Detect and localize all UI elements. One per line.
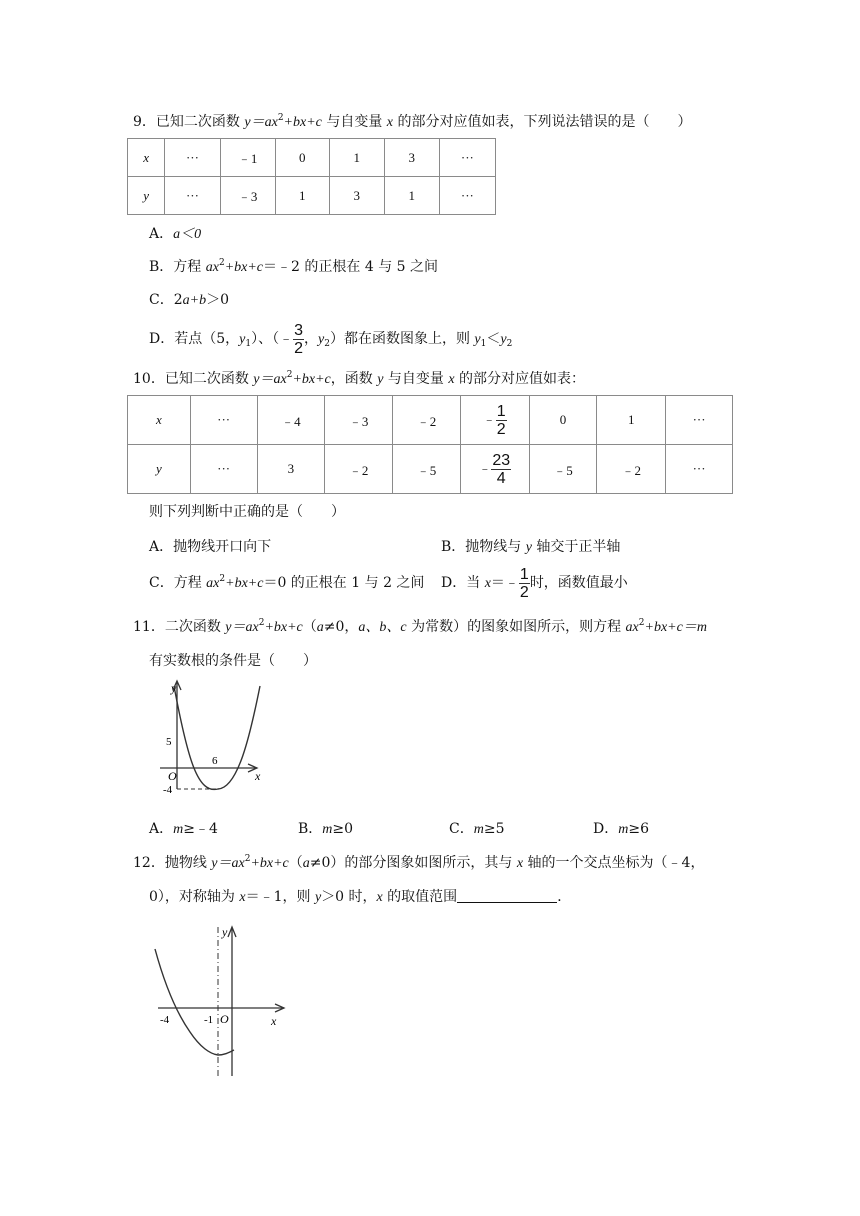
option-text: ）、（﹣: [251, 331, 294, 347]
tick-label: 6: [212, 755, 218, 767]
q11-parabola-graph: [160, 676, 270, 796]
q10-cell: 3: [257, 445, 325, 494]
option-text: ，: [304, 331, 318, 347]
q10-cell: 0: [529, 396, 597, 445]
q10-cell: ···: [190, 445, 257, 494]
q9-option-c[interactable]: [149, 290, 229, 311]
option-text: ＜: [486, 331, 501, 347]
q9-option-d[interactable]: [149, 320, 512, 359]
x-axis-label: x: [271, 1014, 277, 1028]
q9-cell: x: [128, 139, 165, 177]
q9-value-table: [127, 138, 496, 215]
function: y＝ax: [225, 620, 259, 635]
q9-function: y＝ax: [244, 115, 278, 130]
function: y＝ax: [253, 372, 287, 387]
stem-text: 二次函数: [164, 619, 226, 635]
q10-cell: ﹣2: [393, 396, 461, 445]
origin-label: O: [220, 1012, 229, 1026]
fraction-denominator: 2: [496, 420, 506, 438]
var: y: [318, 332, 325, 347]
option-label: C．2: [149, 292, 183, 308]
q10-cell: ﹣2: [597, 445, 666, 494]
function: +bx+c: [292, 372, 331, 387]
q10-option-a[interactable]: A．抛物线开口向下: [149, 539, 272, 555]
q9-option-b[interactable]: [149, 257, 438, 278]
q10-cell: ···: [190, 396, 257, 445]
var: x: [448, 372, 455, 387]
answer-blank[interactable]: [457, 888, 557, 903]
q9-stem: [133, 112, 691, 133]
q10-cell-fraction: [460, 445, 529, 494]
q9-table-row-y: [128, 177, 496, 215]
option-text: a＜0: [173, 227, 202, 242]
q9-option-a[interactable]: [149, 224, 201, 245]
q9-cell: 0: [275, 139, 329, 177]
stem-text: （: [288, 855, 303, 871]
var: m: [618, 822, 629, 837]
q10-cell: ﹣4: [257, 396, 325, 445]
fraction-numerator: 1: [519, 565, 529, 583]
parabola-curve: [155, 949, 234, 1055]
option-label: C．: [449, 821, 474, 837]
stem-text: 为常数）的图象如图所示，则方程: [406, 619, 626, 635]
function: +bx+c: [264, 620, 303, 635]
stem-text: ＞0 时，: [321, 889, 377, 905]
stem-text: （: [302, 619, 317, 635]
q9-cell: 1: [384, 177, 439, 215]
q11-option-a[interactable]: [149, 819, 218, 840]
option-text: 时，函数值最小: [529, 575, 628, 591]
option-label: A．: [149, 821, 174, 837]
exponent: 2: [286, 370, 293, 380]
q9-cell: 3: [329, 177, 384, 215]
q11-option-b[interactable]: [298, 819, 353, 840]
var: a: [302, 856, 310, 871]
q9-exponent: 2: [277, 113, 284, 123]
subscript: 1: [245, 339, 252, 349]
function: y＝ax: [211, 856, 245, 871]
option-text: B．抛物线与: [441, 539, 526, 555]
var: m: [173, 822, 184, 837]
var: x: [516, 856, 524, 871]
q11-option-d[interactable]: [593, 819, 649, 840]
option-label: B．: [298, 821, 323, 837]
fraction: [293, 322, 304, 357]
q10-cell: x: [128, 396, 191, 445]
stem-text: 的部分对应值如表：: [454, 371, 586, 387]
formula: ax: [206, 576, 220, 591]
q9-cell: ···: [439, 177, 495, 215]
origin-label: O: [168, 769, 177, 783]
q10-value-table: [127, 395, 733, 494]
q9-function-rest: +bx+c: [283, 115, 322, 130]
y-intercept-label: 5: [166, 736, 172, 748]
q12-stem: [133, 853, 704, 874]
fraction-numerator: 1: [496, 402, 506, 420]
q10-cell: ﹣5: [393, 445, 461, 494]
q10-cell: ﹣3: [325, 396, 393, 445]
exponent: 2: [638, 618, 645, 628]
q9-stem-text: 已知二次函数: [155, 114, 245, 130]
stem-text: ≠0，: [323, 619, 359, 635]
q9-cell: ﹣3: [220, 177, 275, 215]
option-label: D．若点（5，: [149, 331, 240, 347]
fraction-sign: ﹣: [482, 410, 496, 426]
fraction-sign: ﹣: [478, 459, 492, 475]
option-text: 轴交于正半轴: [531, 539, 621, 555]
exponent: 2: [258, 618, 265, 628]
q10-question: 则下列判断中正确的是（ ）: [149, 504, 345, 520]
exponent: 2: [219, 574, 226, 584]
stem-text: 0），对称轴为: [149, 889, 240, 905]
var: x: [484, 576, 491, 591]
subscript: 1: [480, 339, 487, 349]
var: y: [377, 372, 384, 387]
q10-stem: [133, 369, 585, 390]
option-text: ≥0: [332, 821, 354, 837]
q9-cell: ﹣1: [220, 139, 275, 177]
stem-text: 与自变量: [383, 371, 449, 387]
q9-cell: 3: [384, 139, 439, 177]
var: a、b、c: [358, 620, 407, 635]
q9-cell: y: [128, 177, 165, 215]
option-formula: +bx+c: [224, 260, 264, 275]
var: a: [316, 620, 324, 635]
fraction-denominator: 2: [519, 583, 529, 601]
q9-stem-text-2: 与自变量: [321, 114, 387, 130]
option-text: C．方程: [149, 575, 207, 591]
root-label: -4: [160, 1014, 170, 1026]
fraction-numerator: 3: [294, 321, 303, 339]
q10-option-c[interactable]: [149, 573, 424, 594]
option-label: D．: [593, 821, 619, 837]
option-label: B．方程: [149, 259, 206, 275]
q9-cell: ···: [165, 139, 220, 177]
option-text: ＝﹣2 的正根在 4 与 5 之间: [263, 259, 439, 275]
q9-number: 9．: [133, 114, 156, 130]
fraction: [519, 566, 530, 601]
q9-cell: 1: [329, 139, 384, 177]
q11-stem: [133, 617, 707, 638]
option-label: A．: [149, 226, 174, 242]
q9-stem-text-3: 的部分对应值如表，下列说法错误的是（ ）: [393, 114, 692, 130]
fraction-numerator: 23: [492, 451, 511, 469]
q10-option-b[interactable]: [441, 537, 620, 558]
fraction: [491, 452, 511, 487]
var: y: [500, 332, 507, 347]
symmetry-label: -1: [204, 1014, 214, 1026]
formula: +bx+c: [225, 576, 264, 591]
stem-text: ．: [557, 889, 572, 905]
stem-text: 的取值范围: [382, 889, 458, 905]
option-text: ＞0: [206, 292, 229, 308]
q9-cell: 1: [275, 177, 329, 215]
var: x: [239, 890, 246, 905]
q10-cell: ···: [666, 396, 733, 445]
var: y: [314, 890, 322, 905]
var: m: [473, 822, 484, 837]
option-text: ≥5: [483, 821, 505, 837]
q10-cell-fraction: [460, 396, 529, 445]
option-text: ＝﹣: [490, 575, 519, 591]
var: x: [376, 890, 383, 905]
var: y: [474, 332, 481, 347]
q9-table-row-x: [128, 139, 496, 177]
fraction: [496, 403, 507, 438]
option-text: ≥6: [628, 821, 649, 837]
option-text: ≥﹣4: [183, 821, 218, 837]
fraction-denominator: 2: [294, 339, 303, 357]
q10-table-row-x: [128, 396, 733, 445]
stem-text: ，函数: [330, 371, 378, 387]
option-text: ）都在函数图象上，则: [329, 331, 475, 347]
parabola-curve: [174, 686, 260, 789]
q9-cell: ···: [439, 139, 495, 177]
formula: ax: [625, 620, 639, 635]
q12-number: 12．: [133, 855, 165, 871]
q10-cell: ﹣2: [325, 445, 393, 494]
var: y: [239, 332, 246, 347]
var: m: [322, 822, 333, 837]
fraction-denominator: 4: [496, 469, 506, 487]
formula: +bx+c＝m: [644, 620, 707, 635]
stem-text: 轴的一个交点坐标为（﹣4，: [523, 855, 705, 871]
var: y: [525, 540, 532, 555]
stem-text: 抛物线: [164, 855, 212, 871]
min-value-label: -4: [163, 784, 173, 796]
stem-text: ＝﹣1，则: [245, 889, 315, 905]
q11-number: 11．: [133, 619, 165, 635]
option-text: ＝0 的正根在 1 与 2 之间: [263, 575, 425, 591]
q10-cell: ﹣5: [529, 445, 597, 494]
x-axis-label: x: [255, 769, 261, 783]
exponent: 2: [244, 854, 251, 864]
subscript: 2: [324, 339, 330, 349]
q10-option-d[interactable]: [441, 563, 628, 604]
option-formula: a+b: [182, 293, 207, 308]
subscript: 2: [506, 339, 513, 349]
exponent: 2: [218, 258, 225, 268]
q11-option-c[interactable]: [449, 819, 504, 840]
function: +bx+c: [250, 856, 289, 871]
q11-stem-line2: 有实数根的条件是（ ）: [149, 653, 317, 669]
option-text: D．当: [441, 575, 485, 591]
y-axis-label: y: [171, 681, 177, 695]
stem-text: ≠0）的部分图象如图所示，其与: [309, 855, 517, 871]
q12-parabola-graph: [150, 922, 290, 1082]
q10-table-row-y: [128, 445, 733, 494]
option-formula: ax: [205, 260, 219, 275]
q9-cell: ···: [165, 177, 220, 215]
q10-cell: 1: [597, 396, 666, 445]
q12-stem-line2: [149, 887, 571, 908]
y-axis-label: y: [222, 925, 228, 939]
q10-cell: y: [128, 445, 191, 494]
q10-number: 10．: [133, 371, 165, 387]
q9-var-x: x: [386, 115, 393, 130]
stem-text: 已知二次函数: [164, 371, 254, 387]
q10-cell: ···: [666, 445, 733, 494]
